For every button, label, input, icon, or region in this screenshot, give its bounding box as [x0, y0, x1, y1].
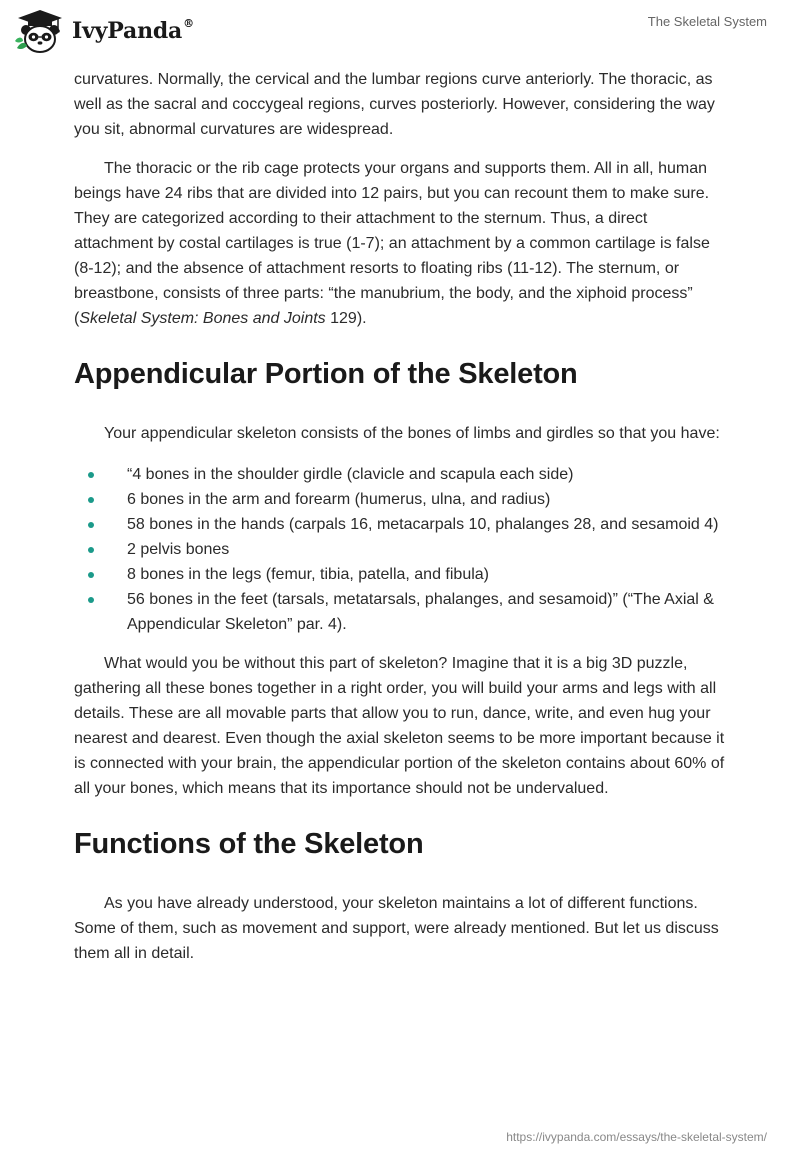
paragraph-appendicular-intro: Your appendicular skeleton consists of the bones of limbs and girdles so that you have: [104, 425, 720, 442]
paragraph-puzzle: What would you be without this part of skeleton? Imagine that it is a big 3D puzzle, gathering all these bones together in a right order, you will build your arms and legs with all details. These are all movable parts that allow you to run, dance, write, and even hug your nearest and dearest. Even though the axial skeleton seems to be more important because it is connected with your brain, the appendicular portion of the skeleton contains about 60% of all your bones, which means that its importance should not be undervalued. [74, 655, 725, 797]
brand-name: IvyPanda® [72, 16, 194, 44]
rib-cage-text: The thoracic or the rib cage protects your organs and supports them. All in all, human beings have 24 ribs that are divided into 12 pairs, but you can recount them to make sure. They are categorized according to their attachment to the sternum. Thus, a direct attachment by costal cartilages is true (1-7); an attachment by a common cartilage is false (8-12); and the absence of attachment resorts to floating ribs (11-12). The sternum, or breastbone, consists of three parts: “the manubrium, the body, and the xiphoid process” ( [74, 160, 710, 327]
bullet-icon [88, 547, 94, 553]
bullet-icon [88, 497, 94, 503]
bones-list [74, 462, 726, 637]
heading-functions: Functions of the Skeleton [74, 828, 424, 860]
list-item: 56 bones in the feet (tarsals, metatarsals, phalanges, and sesamoid)” (“The Axial & Appendicular Skeleton” par. 4). [74, 587, 726, 637]
registered-mark: ® [183, 16, 194, 30]
bullet-icon [88, 572, 94, 578]
citation-page: 129). [325, 310, 367, 327]
citation-title: Skeletal System: Bones and Joints [79, 310, 326, 327]
list-item: 6 bones in the arm and forearm (humerus, ulna, and radius) [74, 487, 726, 512]
paragraph-curvatures: curvatures. Normally, the cervical and the lumbar regions curve anteriorly. The thoracic, as well as the sacral and coccygeal regions, curves posteriorly. However, considering the way you sit, abnormal curvatures are widespread. [74, 71, 715, 138]
list-item: “4 bones in the shoulder girdle (clavicle and scapula each side) [74, 462, 726, 487]
panda-graduate-icon [14, 8, 66, 54]
page-header [0, 0, 800, 64]
document-title: The Skeletal System [647, 14, 767, 29]
source-url-link[interactable]: https://ivypanda.com/essays/the-skeletal-system/ [506, 1130, 767, 1144]
bullet-icon [88, 522, 94, 528]
paragraph-functions-intro: As you have already understood, your skeleton maintains a lot of different functions. Some of them, such as movement and support, were already mentioned. But let us discuss them all in detail. [74, 895, 719, 962]
essay-content [74, 67, 726, 966]
heading-appendicular: Appendicular Portion of the Skeleton [74, 358, 578, 390]
ivypanda-logo[interactable] [14, 8, 194, 54]
bullet-icon [88, 597, 94, 603]
bullet-icon [88, 472, 94, 478]
list-item: 2 pelvis bones [74, 537, 726, 562]
list-item: 58 bones in the hands (carpals 16, metacarpals 10, phalanges 28, and sesamoid 4) [74, 512, 726, 537]
list-item: 8 bones in the legs (femur, tibia, patella, and fibula) [74, 562, 726, 587]
paragraph-rib-cage [74, 156, 726, 331]
